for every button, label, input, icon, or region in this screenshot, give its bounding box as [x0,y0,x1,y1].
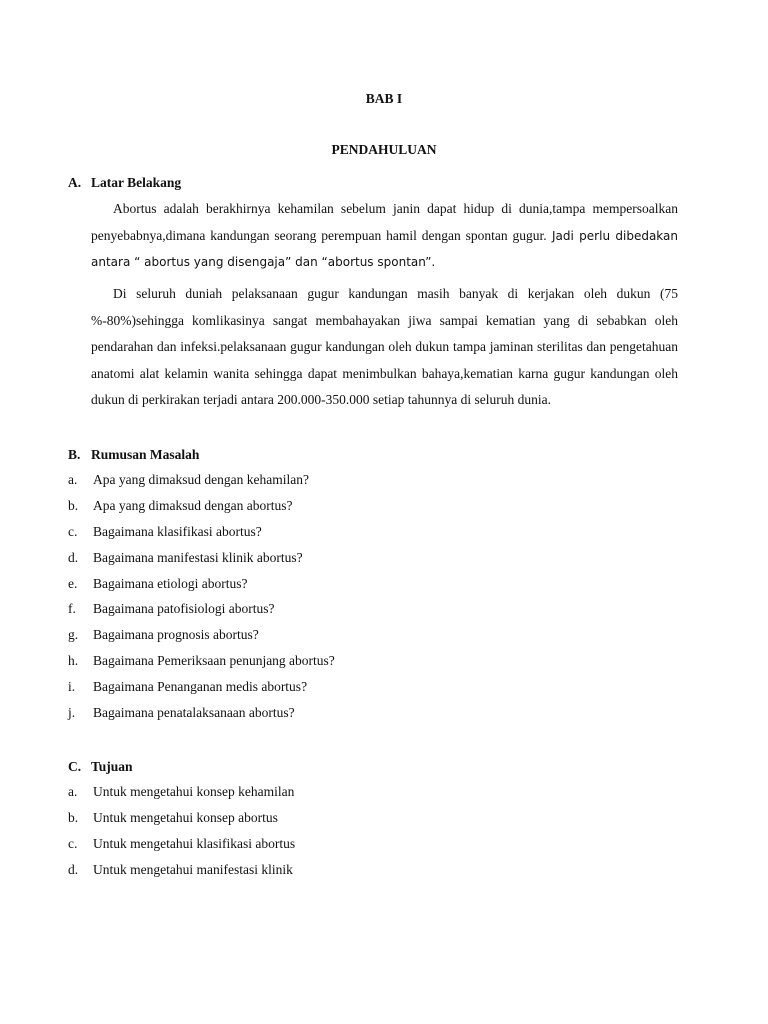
list-item-text: Bagaimana manifestasi klinik abortus? [93,549,303,565]
list-item-text: Bagaimana etiologi abortus? [93,575,248,591]
list-item-text: Untuk mengetahui konsep abortus [93,809,278,825]
list-marker: f. [68,601,76,617]
list-item-text: Bagaimana klasifikasi abortus? [93,523,262,539]
list-item [68,524,335,550]
list-item [68,836,295,862]
list-item [68,576,335,602]
list-item [68,498,335,524]
list-item [68,601,335,627]
list-marker: c. [68,523,78,539]
list-item-text: Apa yang dimaksud dengan abortus? [93,497,293,513]
chapter-heading: BAB I [365,91,403,106]
list-marker: b. [68,497,79,513]
section-c-heading [68,759,133,775]
list-marker: a. [68,784,78,799]
section-a-letter: A. [68,175,82,190]
list-marker: g. [68,627,79,643]
list-item [68,862,295,888]
paragraph-1-sans-text: Jadi perlu dibedakan antara “ abortus yang disengaja” dan “abortus spontan”. [91,228,679,269]
section-b-letter: B. [68,447,81,462]
list-marker: a. [68,472,78,487]
objectives-list [68,784,295,888]
paragraph-1-serif-text: Abortus adalah berakhirnya kehamilan sebelum janin dapat hidup di dunia,tampa mempersoalkan penyebabnya,dimana kandungan seorang perempuan hamil dengan spontan gugur. [91,201,678,243]
background-paragraph-2: Di seluruh duniah pelaksanaan gugur kandungan masih banyak di kerjakan oleh dukun (75 %-80%)sehingga komlikasinya sangat membahayakan jiwa sampai kematian yang di sebabkan oleh pendarahan dan infeksi.pelaksanaan gugur kandungan oleh dukun tampa jaminan sterilitas dan pengetahuan anatomi alat kelamin wanita sehingga dapat menimbulkan bahaya,kematian karna gugur kandungan oleh dukun di perkirakan terjadi antara 200.000-350.000 setiap tahunnya di seluruh dunia. [91,286,678,407]
document-title: PENDAHULUAN [331,142,437,157]
list-item [68,550,335,576]
list-item [68,472,335,498]
list-marker: j. [68,705,76,721]
section-b-title: Rumusan Masalah [91,447,200,462]
list-item-text: Bagaimana Penanganan medis abortus? [93,679,308,695]
list-item-text: Bagaimana prognosis abortus? [93,627,259,643]
list-item-text: Untuk mengetahui klasifikasi abortus [93,835,296,851]
list-marker: d. [68,861,79,877]
list-marker: e. [68,575,78,591]
problem-formulation-list [68,472,335,731]
list-item [68,705,335,731]
section-a-title: Latar Belakang [91,175,182,190]
list-marker: i. [68,679,76,695]
section-c-title: Tujuan [91,759,133,774]
list-item [68,679,335,705]
list-item-text: Bagaimana Pemeriksaan penunjang abortus? [93,653,335,669]
list-item [68,653,335,679]
background-paragraph-1 [91,196,678,276]
list-item-text: Apa yang dimaksud dengan kehamilan? [93,472,309,487]
list-item-text: Bagaimana penatalaksanaan abortus? [93,705,295,721]
list-item [68,810,295,836]
list-item-text: Bagaimana patofisiologi abortus? [93,601,275,617]
list-item-text: Untuk mengetahui manifestasi klinik [93,861,293,877]
list-marker: d. [68,549,79,565]
list-item-text: Untuk mengetahui konsep kehamilan [93,784,295,799]
list-marker: b. [68,809,79,825]
list-item [68,627,335,653]
list-marker: h. [68,653,79,669]
section-b-heading [68,447,199,463]
list-item [68,784,295,810]
section-a-heading [68,175,181,191]
section-c-letter: C. [68,759,82,774]
list-marker: c. [68,835,78,851]
